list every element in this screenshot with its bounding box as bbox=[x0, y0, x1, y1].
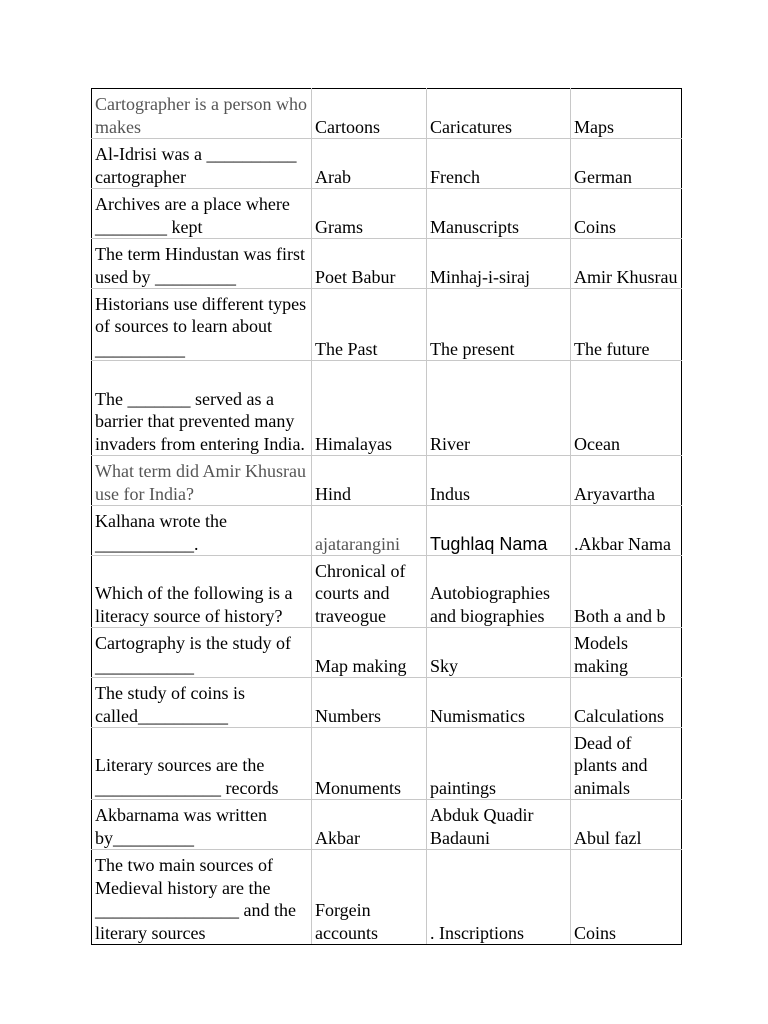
table-row bbox=[92, 289, 682, 361]
quiz-table bbox=[91, 88, 682, 945]
option-c-cell: .Akbar Nama bbox=[571, 506, 682, 556]
table-row bbox=[92, 139, 682, 189]
option-b-cell: French bbox=[427, 139, 571, 189]
option-c-cell: German bbox=[571, 139, 682, 189]
option-a-cell: The Past bbox=[312, 289, 427, 361]
option-b-cell: Caricatures bbox=[427, 89, 571, 139]
option-b-cell: Numismatics bbox=[427, 678, 571, 728]
question-cell: Which of the following is a literacy source of history? bbox=[92, 556, 312, 628]
table-row bbox=[92, 728, 682, 800]
option-b-cell: Indus bbox=[427, 456, 571, 506]
option-a-cell: Grams bbox=[312, 189, 427, 239]
table-row bbox=[92, 89, 682, 139]
option-a-cell: Numbers bbox=[312, 678, 427, 728]
option-c-cell: Models making bbox=[571, 628, 682, 678]
table-row bbox=[92, 628, 682, 678]
option-b-cell: Manuscripts bbox=[427, 189, 571, 239]
table-row bbox=[92, 800, 682, 850]
option-b-cell: The present bbox=[427, 289, 571, 361]
option-c-cell: The future bbox=[571, 289, 682, 361]
option-a-cell: Cartoons bbox=[312, 89, 427, 139]
option-b-cell: Minhaj-i-siraj bbox=[427, 239, 571, 289]
option-a-cell: Himalayas bbox=[312, 361, 427, 456]
option-a-cell: Chronical of courts and traveogue bbox=[312, 556, 427, 628]
option-c-cell: Maps bbox=[571, 89, 682, 139]
table-row bbox=[92, 556, 682, 628]
option-c-cell: Ocean bbox=[571, 361, 682, 456]
option-b-cell: Tughlaq Nama bbox=[427, 506, 571, 556]
table-row bbox=[92, 189, 682, 239]
option-a-cell: Forgein accounts bbox=[312, 850, 427, 945]
table-row bbox=[92, 361, 682, 456]
question-cell: Archives are a place where ________ kept bbox=[92, 189, 312, 239]
option-c-cell: Coins bbox=[571, 850, 682, 945]
question-cell: The _______ served as a barrier that prevented many invaders from entering India. bbox=[92, 361, 312, 456]
option-c-cell: Abul fazl bbox=[571, 800, 682, 850]
option-b-cell: paintings bbox=[427, 728, 571, 800]
option-a-cell: Arab bbox=[312, 139, 427, 189]
option-b-cell: River bbox=[427, 361, 571, 456]
table-row bbox=[92, 678, 682, 728]
option-a-cell: ajatarangini bbox=[312, 506, 427, 556]
question-cell: Akbarnama was written by_________ bbox=[92, 800, 312, 850]
option-a-cell: Poet Babur bbox=[312, 239, 427, 289]
option-c-cell: Coins bbox=[571, 189, 682, 239]
option-a-cell: Monuments bbox=[312, 728, 427, 800]
question-cell: Al-Idrisi was a __________ cartographer bbox=[92, 139, 312, 189]
question-cell: Kalhana wrote the ___________. bbox=[92, 506, 312, 556]
table-row bbox=[92, 850, 682, 945]
option-a-cell: Map making bbox=[312, 628, 427, 678]
table-row bbox=[92, 506, 682, 556]
option-b-cell: Autobiographies and biographies bbox=[427, 556, 571, 628]
option-b-cell: . Inscriptions bbox=[427, 850, 571, 945]
option-c-cell: Calculations bbox=[571, 678, 682, 728]
option-a-cell: Hind bbox=[312, 456, 427, 506]
question-cell: What term did Amir Khusrau use for India? bbox=[92, 456, 312, 506]
question-cell: Historians use different types of sources to learn about __________ bbox=[92, 289, 312, 361]
option-b-cell: Sky bbox=[427, 628, 571, 678]
question-cell: Literary sources are the ______________ records bbox=[92, 728, 312, 800]
option-a-cell: Akbar bbox=[312, 800, 427, 850]
question-cell: The two main sources of Medieval history are the ________________ and the literary sources bbox=[92, 850, 312, 945]
option-c-cell: Aryavartha bbox=[571, 456, 682, 506]
option-c-cell: Dead of plants and animals bbox=[571, 728, 682, 800]
table-row bbox=[92, 239, 682, 289]
option-b-cell: Abduk Quadir Badauni bbox=[427, 800, 571, 850]
option-c-cell: Both a and b bbox=[571, 556, 682, 628]
table-row bbox=[92, 456, 682, 506]
question-cell: Cartography is the study of ___________ bbox=[92, 628, 312, 678]
question-cell: The study of coins is called__________ bbox=[92, 678, 312, 728]
question-cell: The term Hindustan was first used by _________ bbox=[92, 239, 312, 289]
option-c-cell: Amir Khusrau bbox=[571, 239, 682, 289]
question-cell: Cartographer is a person who makes bbox=[92, 89, 312, 139]
